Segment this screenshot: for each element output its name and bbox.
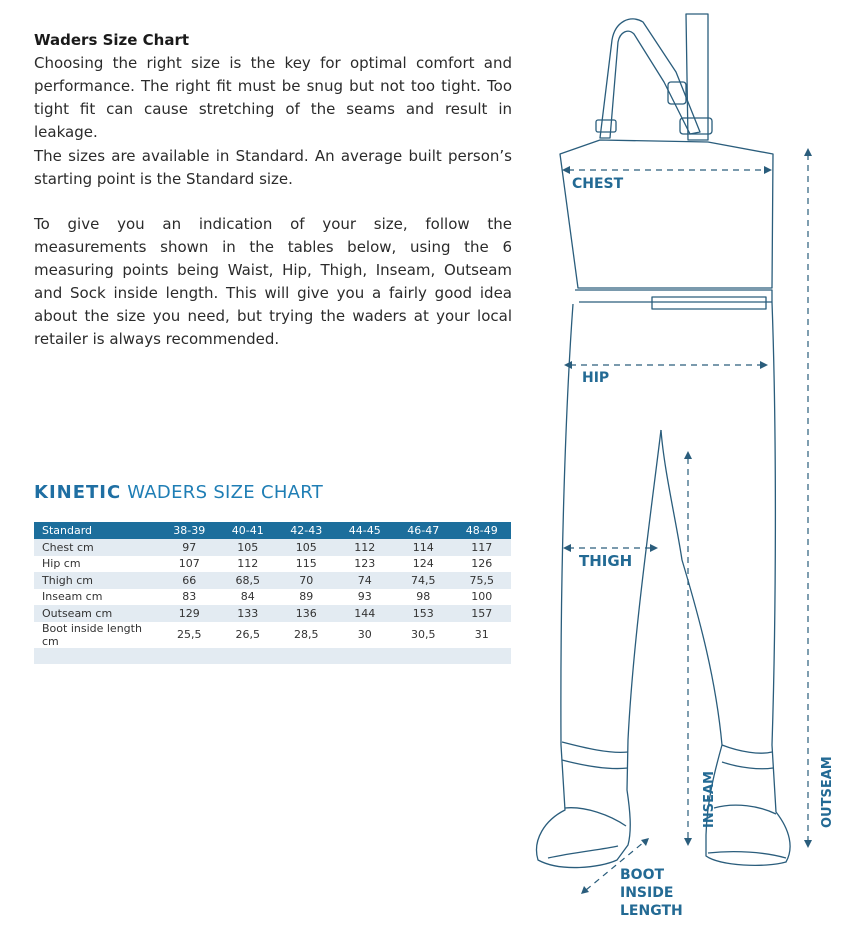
table-cell: 89 xyxy=(277,589,336,606)
chest-label: CHEST xyxy=(572,176,624,192)
table-header-cell: 40-41 xyxy=(219,522,278,539)
table-cell: 66 xyxy=(160,572,219,589)
table-cell: 98 xyxy=(394,589,453,606)
table-cell: 105 xyxy=(277,539,336,556)
table-cell: 74 xyxy=(336,572,395,589)
table-cell: 30 xyxy=(336,622,395,648)
table-cell: 75,5 xyxy=(453,572,512,589)
table-cell: 129 xyxy=(160,605,219,622)
table-cell: Boot inside length cm xyxy=(34,622,160,648)
table-header-cell: 46-47 xyxy=(394,522,453,539)
table-row xyxy=(34,572,511,589)
table-cell: 100 xyxy=(453,589,512,606)
table-cell: 30,5 xyxy=(394,622,453,648)
waders-outline-icon xyxy=(537,14,791,868)
boot-label-line1: BOOT xyxy=(620,867,665,883)
table-header-cell: 44-45 xyxy=(336,522,395,539)
table-empty-cell xyxy=(34,648,511,664)
table-cell: 112 xyxy=(219,556,278,573)
table-cell: Outseam cm xyxy=(34,605,160,622)
size-table xyxy=(34,522,511,664)
table-cell: 117 xyxy=(453,539,512,556)
table-cell: 26,5 xyxy=(219,622,278,648)
size-chart-title xyxy=(34,482,323,503)
table-cell: 25,5 xyxy=(160,622,219,648)
table-cell: 70 xyxy=(277,572,336,589)
table-row xyxy=(34,539,511,556)
table-cell: 105 xyxy=(219,539,278,556)
table-cell: 157 xyxy=(453,605,512,622)
table-cell: 93 xyxy=(336,589,395,606)
table-cell: Inseam cm xyxy=(34,589,160,606)
inseam-label: INSEAM xyxy=(702,771,717,828)
table-cell: 31 xyxy=(453,622,512,648)
page-heading: Waders Size Chart xyxy=(34,31,190,49)
table-row xyxy=(34,589,511,606)
table-header-row xyxy=(34,522,511,539)
table-cell: 153 xyxy=(394,605,453,622)
table-cell: Chest cm xyxy=(34,539,160,556)
boot-label-line3: LENGTH xyxy=(620,903,683,919)
table-header-cell: Standard xyxy=(34,522,160,539)
table-header-cell: 48-49 xyxy=(453,522,512,539)
table-cell: 107 xyxy=(160,556,219,573)
hip-label: HIP xyxy=(582,370,610,386)
table-row xyxy=(34,605,511,622)
table-cell: 136 xyxy=(277,605,336,622)
table-empty-row xyxy=(34,648,511,664)
chart-title-text: WADERS SIZE CHART xyxy=(127,482,324,503)
outseam-label: OUTSEAM xyxy=(820,756,835,828)
table-cell: 133 xyxy=(219,605,278,622)
table-cell: 123 xyxy=(336,556,395,573)
boot-label-line2: INSIDE xyxy=(620,885,674,901)
table-header-cell: 38-39 xyxy=(160,522,219,539)
table-cell: 115 xyxy=(277,556,336,573)
waders-measurement-diagram xyxy=(520,0,864,933)
table-cell: 124 xyxy=(394,556,453,573)
table-cell: 83 xyxy=(160,589,219,606)
table-cell: 144 xyxy=(336,605,395,622)
table-row xyxy=(34,556,511,573)
intro-paragraph-fit: Choosing the right size is the key for optimal comfort and performance. The right fit must be snug but not too tight. Too tight fit can cause stretching of the seams and result in leakage. xyxy=(34,54,512,141)
table-cell: 84 xyxy=(219,589,278,606)
thigh-label: THIGH xyxy=(579,552,633,570)
table-cell: 97 xyxy=(160,539,219,556)
brand-logo-text: KINETIC xyxy=(34,482,122,503)
intro-paragraph-sizes: The sizes are available in Standard. An average built person’s starting point is the Standard size. xyxy=(34,147,512,188)
table-cell: 126 xyxy=(453,556,512,573)
table-row xyxy=(34,622,511,648)
table-header-cell: 42-43 xyxy=(277,522,336,539)
table-cell: 74,5 xyxy=(394,572,453,589)
intro-paragraph-measuring: To give you an indication of your size, follow the measurements shown in the tables below, using the 6 measuring points being Waist, Hip, Thigh, Inseam, Outseam and Sock inside length. This will give you a fairly good idea about the size you need, but trying the waders at your local retailer is always recommended. xyxy=(34,215,512,348)
table-cell: Hip cm xyxy=(34,556,160,573)
table-cell: 114 xyxy=(394,539,453,556)
table-cell: Thigh cm xyxy=(34,572,160,589)
table-cell: 68,5 xyxy=(219,572,278,589)
table-cell: 112 xyxy=(336,539,395,556)
table-cell: 28,5 xyxy=(277,622,336,648)
